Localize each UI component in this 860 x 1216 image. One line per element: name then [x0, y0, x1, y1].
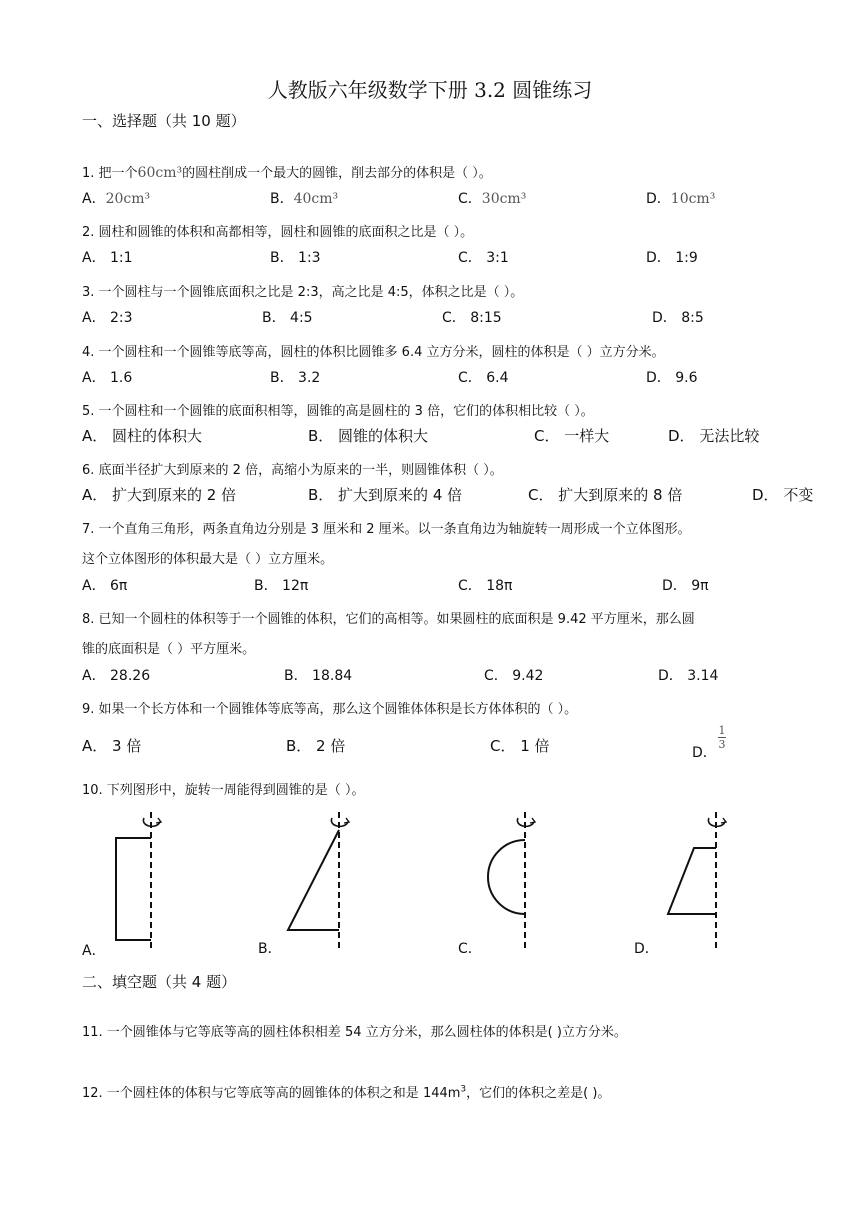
question-1-option-c[interactable]: C．30cm³	[458, 191, 527, 207]
figure-b-triangle	[280, 808, 370, 958]
question-11: 11. 一个圆锥体与它等底等高的圆柱体积相差 54 立方分米，那么圆柱体的体积是( )立方分米。	[82, 1025, 627, 1040]
question-10-option-c[interactable]: C．	[458, 941, 482, 957]
question-9-option-a[interactable]: A． 3 倍	[82, 737, 142, 755]
question-1-option-a[interactable]: A．20cm³	[82, 191, 151, 207]
question-12	[82, 1082, 610, 1101]
question-12-superscript: 3	[460, 1084, 467, 1095]
question-4-option-b[interactable]: B． 3.2	[270, 370, 321, 386]
question-5-option-c[interactable]: C． 一样大	[534, 427, 610, 445]
question-6-option-b[interactable]: B． 扩大到原来的 4 倍	[308, 486, 463, 504]
question-8: 8. 已知一个圆柱的体积等于一个圆锥的体积，它们的高相等。如果圆柱的底面积是 9.42 平方厘米，那么圆	[82, 612, 695, 627]
question-8-option-d[interactable]: D． 3.14	[658, 668, 719, 684]
question-3: 3. 一个圆柱与一个圆锥底面积之比是 2:3，高之比是 4:5，体积之比是（ ）。	[82, 285, 524, 300]
question-1-stem-post: 的圆柱削成一个最大的圆锥，削去部分的体积是（ ）。	[182, 166, 492, 181]
question-3-option-a[interactable]: A． 2:3	[82, 310, 133, 326]
question-3-option-d[interactable]: D． 8:5	[652, 310, 704, 326]
question-1-stem-value: 60cm³	[137, 165, 183, 181]
question-8-option-a[interactable]: A． 28.26	[82, 668, 151, 684]
question-3-option-c[interactable]: C． 8:15	[442, 310, 502, 326]
fraction-numerator: 1	[718, 724, 726, 737]
figure-c-semicircle	[480, 808, 570, 958]
question-8-line2: 锥的底面积是（ ）平方厘米。	[82, 642, 256, 657]
question-4-option-a[interactable]: A． 1.6	[82, 370, 133, 386]
question-8-option-c[interactable]: C． 9.42	[484, 668, 544, 684]
question-9-option-b[interactable]: B． 2 倍	[286, 737, 346, 755]
section-heading-choice: 一、选择题（共 10 题）	[82, 112, 246, 130]
question-7: 7. 一个直角三角形，两条直角边分别是 3 厘米和 2 厘米。以一条直角边为轴旋转一周形成一个立体图形。	[82, 522, 691, 537]
question-5-option-a[interactable]: A． 圆柱的体积大	[82, 427, 203, 445]
question-12-stem-pre: 12. 一个圆柱体的体积与它等底等高的圆锥体的体积之和是 144m	[82, 1086, 461, 1101]
question-6-option-a[interactable]: A． 扩大到原来的 2 倍	[82, 486, 237, 504]
question-2-option-c[interactable]: C． 3:1	[458, 250, 509, 266]
section-heading-fill-in: 二、填空题（共 4 题）	[82, 973, 237, 991]
question-7-option-c[interactable]: C． 18π	[458, 578, 513, 594]
figure-d-trapezoid	[660, 808, 750, 958]
question-1-option-b[interactable]: B．40cm³	[270, 191, 339, 207]
question-2-option-b[interactable]: B． 1:3	[270, 250, 321, 266]
question-12-stem-post: ，它们的体积之差是( )。	[466, 1086, 611, 1101]
question-2: 2. 圆柱和圆锥的体积和高都相等，圆柱和圆锥的底面积之比是（ ）。	[82, 225, 474, 240]
question-10-option-b[interactable]: B．	[258, 941, 282, 957]
page-title: 人教版六年级数学下册 3.2 圆锥练习	[267, 78, 593, 102]
question-7-option-d[interactable]: D． 9π	[662, 578, 709, 594]
fraction-denominator: 3	[718, 738, 726, 751]
question-6: 6. 底面半径扩大到原来的 2 倍，高缩小为原来的一半，则圆锥体积（ ）。	[82, 463, 503, 478]
question-2-option-d[interactable]: D． 1:9	[646, 250, 698, 266]
question-9-option-d-label[interactable]: D．	[692, 745, 717, 761]
question-7-option-a[interactable]: A． 6π	[82, 578, 128, 594]
question-3-option-b[interactable]: B． 4:5	[262, 310, 313, 326]
question-4-option-d[interactable]: D． 9.6	[646, 370, 698, 386]
question-9-option-c[interactable]: C． 1 倍	[490, 737, 550, 755]
question-5: 5. 一个圆柱和一个圆锥的底面积相等，圆锥的高是圆柱的 3 倍，它们的体积相比较（ ）。	[82, 404, 594, 419]
question-1-option-d[interactable]: D．10cm³	[646, 191, 716, 207]
question-5-option-b[interactable]: B． 圆锥的体积大	[308, 427, 429, 445]
question-7-line2: 这个立体图形的体积最大是（ ）立方厘米。	[82, 552, 334, 567]
question-1-stem-pre: 1. 把一个	[82, 166, 138, 181]
question-9: 9. 如果一个长方体和一个圆锥体等底等高，那么这个圆锥体体积是长方体体积的（ ）。	[82, 702, 578, 717]
question-6-option-c[interactable]: C． 扩大到原来的 8 倍	[528, 486, 683, 504]
question-2-option-a[interactable]: A． 1:1	[82, 250, 133, 266]
question-10: 10. 下列图形中，旋转一周能得到圆锥的是（ ）。	[82, 783, 365, 798]
question-5-option-d[interactable]: D． 无法比较	[668, 427, 760, 445]
question-10-option-a[interactable]: A．	[82, 943, 106, 959]
question-4-option-c[interactable]: C． 6.4	[458, 370, 509, 386]
figure-a-rectangle	[100, 808, 190, 958]
question-4: 4. 一个圆柱和一个圆锥等底等高，圆柱的体积比圆锥多 6.4 立方分米，圆柱的体积是（ ）立方分米。	[82, 345, 665, 360]
question-8-option-b[interactable]: B． 18.84	[284, 668, 353, 684]
question-10-option-d[interactable]: D．	[634, 941, 659, 957]
question-1	[82, 162, 492, 181]
question-7-option-b[interactable]: B． 12π	[254, 578, 309, 594]
question-9-option-d-fraction	[718, 725, 726, 750]
question-6-option-d[interactable]: D． 不变	[752, 486, 814, 504]
